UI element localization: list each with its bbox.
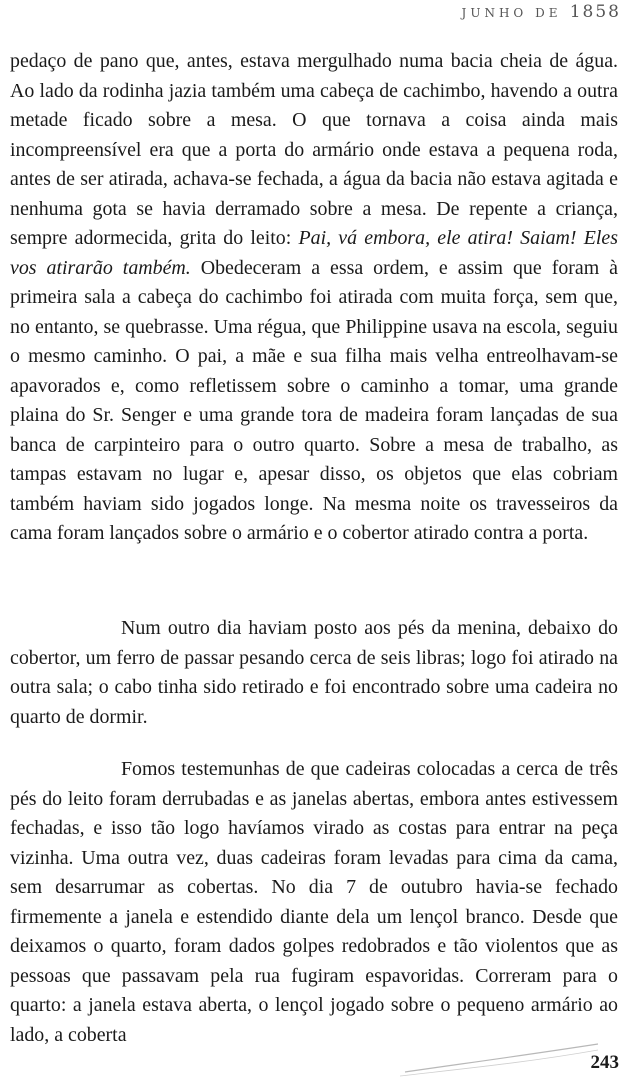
- paragraph-1: [10, 47, 618, 549]
- running-head: [462, 2, 621, 22]
- footer-swoosh-ornament: [400, 1040, 600, 1085]
- paragraph-1-text-b: Obedeceram a essa ordem, e assim que foram à primeira sala a cabeça do cachimbo foi atirada com muita força, sem que, no entanto, se quebrasse. Uma régua, que Philippine usava na escola, seguiu o mesmo caminho. O pai, a mãe e sua filha mais velha entreolhavam-se apavorados e, como refletissem sobre o caminho a tomar, uma grande plaina do Sr. Senger e uma grande tora de madeira foram lançadas de sua banca de carpinteiro para o outro quarto. Sobre a mesa de trabalho, as tampas estavam no lugar e, apesar disso, os objetos que elas cobriam também haviam sido jogados longe. Na mesma noite os travesseiros da cama foram lançados sobre o armário e o cobertor atirado contra a porta.: [10, 256, 618, 544]
- paragraph-2: [10, 614, 618, 732]
- paragraph-1-text-a: pedaço de pano que, antes, estava mergulhado numa bacia cheia de água. Ao lado da rodinha jazia também uma cabeça de cachimbo, havendo a outra metade ficado sobre a mesa. O que tornava a coisa ainda mais incompreensível era que a porta do armário onde estava a pequena roda, antes de ser atirada, achava-se fechada, a água da bacia não estava agitada e nenhuma gota se havia derramado sobre a mesa. De repente a criança, sempre adormecida, grita do leito:: [10, 50, 618, 249]
- paragraph-3: [10, 755, 618, 1050]
- page-number: 243: [590, 1052, 619, 1073]
- running-head-year: 1858: [569, 2, 621, 22]
- paragraph-2-text: Num outro dia haviam posto aos pés da menina, debaixo do cobertor, um ferro de passar pesando cerca de seis libras; logo foi atirado na outra sala; o cabo tinha sido retirado e foi encontrado sobre uma cadeira no quarto de dormir.: [10, 617, 618, 728]
- running-head-month: JUNHO DE: [461, 6, 562, 20]
- paragraph-3-text: Fomos testemunhas de que cadeiras colocadas a cerca de três pés do leito foram derrubadas e as janelas abertas, embora antes estivessem fechadas, e isso tão logo havíamos virado as costas para entrar na peça vizinha. Uma outra vez, duas cadeiras foram levadas para cima da cama, sem desarrumar as cobertas. No dia 7 de outubro havia-se fechado firmemente a janela e estendido diante dela um lençol branco. Desde que deixamos o quarto, foram dados golpes redobrados e tão violentos que as pessoas que passavam pela rua fugiram espavoridas. Correram para o quarto: a janela estava aberta, o lençol jogado sobre o pequeno armário ao lado, a coberta: [10, 758, 618, 1046]
- paragraph-1-italic-quote: Pai, vá embora, ele atira! Saiam! Eles vos atirarão também.: [10, 227, 618, 279]
